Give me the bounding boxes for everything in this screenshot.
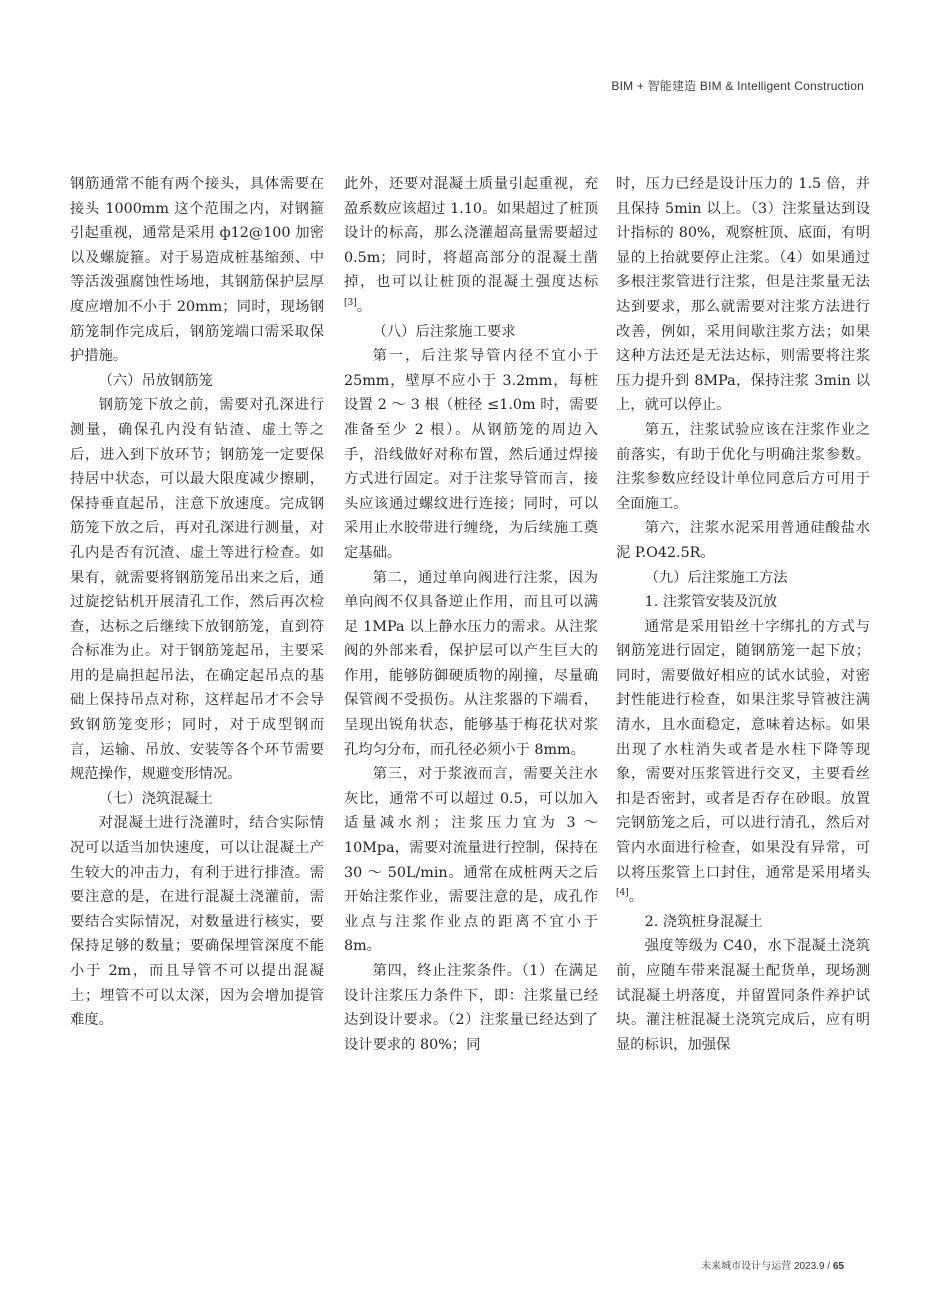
paragraph-text: 对混凝土进行浇灌时，结合实际情况可以适当加快速度，可以让混凝土产生较大的冲击力，有利于进行排渣。需要注意的是，在进行混凝土浇灌前，需要结合实际情况，对数量进行核实，要保持足够的数量；要确保埋管深度不能小于 2m，而且导管不可以提出混凝土；埋管不可以太深，因为会增加提管难度。 xyxy=(70,815,324,1029)
paragraph xyxy=(616,934,870,1057)
paragraph-text: 此外，还要对混凝土质量引起重视，充盈系数应该超过 1.10。如果超过了桩顶设计的标高，那么浇灌超高量需要超过 0.5m；同时，将超高部分的混凝土凿掉，也可以让桩顶的混凝土强度达标 xyxy=(344,176,598,291)
page-footer xyxy=(701,1257,844,1272)
paragraph xyxy=(344,172,598,320)
section-heading xyxy=(616,910,870,935)
paragraph-text: 钢筋通常不能有两个接头，具体需要在接头 1000mm 这个范围之内，对钢箍引起重视，通常是采用 ф12@100 加密以及螺旋箍。对于易造成桩基缩颈、中等活泼强腐蚀性场地，其钢筋保护层厚度应增加不小于 20mm；同时，现场钢筋笼制作完成后，钢筋笼端口需采取保护措施。 xyxy=(70,176,324,365)
paragraph-text: 第二，通过单向阀进行注浆，因为单向阀不仅具备逆止作用，而且可以满足 1MPa 以上静水压力的需求。从注浆阀的外部来看，保护层可以产生巨大的作用，能够防御硬质物的剐撞，尽量确保管阀不受损伤。从注浆器的下端看，呈现出锐角状态，能够基于梅花状对浆孔均匀分布，而孔径必须小于 8mm。 xyxy=(344,569,598,758)
column-2 xyxy=(344,172,598,1057)
paragraph xyxy=(70,172,324,369)
page-number: 65 xyxy=(832,1261,844,1272)
paragraph xyxy=(70,811,324,1032)
section-heading xyxy=(70,787,324,812)
section-heading xyxy=(616,590,870,615)
issue-label: 2023.9 / xyxy=(793,1261,831,1272)
citation-ref: [3] xyxy=(344,298,357,309)
paragraph-text: 1. 注浆管安装及沉放 xyxy=(644,594,778,611)
journal-name: 未来城市设计与运营 xyxy=(701,1261,792,1272)
paragraph-tail: 。 xyxy=(356,298,372,315)
paragraph-text: 第一，后注浆导管内径不宜小于 25mm，壁厚不应小于 3.2mm，每桩设置 2 ～ 3 根（桩径 ≤1.0m 时，需要准备至少 2 根）。从钢筋笼的周边入手，沿线做好对称布置，然后通过焊接方式进行固定。对于注浆导管而言，接头应该通过螺纹进行连接；同时，可以采用止水胶带进行缠绕，为后续施工奠定基础。 xyxy=(344,348,598,561)
paragraph xyxy=(616,615,870,910)
paragraph xyxy=(344,762,598,959)
paragraph-text: 强度等级为 C40，水下混凝土浇筑前，应随车带来混凝土配货单，现场测试混凝土坍落度，并留置同条件养护试块。灌注桩混凝土浇筑完成后，应有明显的标识，加强保 xyxy=(616,938,870,1053)
paragraph-text: 钢筋笼下放之前，需要对孔深进行测量，确保孔内没有钻渣、虚土等之后，进入到下放环节；钢筋笼一定要保持居中状态，可以最大限度减少擦刷，保持垂直起吊，注意下放速度。完成钢筋笼下放之后，再对孔深进行测量，对孔内是否有沉渣、虚土等进行检查。如果有，就需要将钢筋笼吊出来之后，通过旋挖钻机开展清孔工作，然后再次检查，达标之后继续下放钢筋笼，直到符合标准为止。对于钢筋笼起吊，主要采用的是扁担起吊法，在确定起吊点的基础上保持吊点对称，这样起吊才不会导致钢筋笼变形；同时，对于成型钢而言，运输、吊放、安装等各个环节需要规范操作，规避变形情况。 xyxy=(70,397,324,783)
paragraph-text: （六）吊放钢筋笼 xyxy=(98,372,213,389)
paragraph-text: 2. 浇筑桩身混凝土 xyxy=(644,913,763,930)
paragraph xyxy=(344,959,598,1057)
paragraph xyxy=(616,418,870,516)
running-header: BIM + 智能建造 BIM & Intelligent Construction xyxy=(611,79,864,93)
column-3 xyxy=(616,172,870,1057)
paragraph-text: 通常是采用铅丝十字绑扎的方式与钢筋笼进行固定，随钢筋笼一起下放；同时，需要做好相应的试水试验，对密封性能进行检查，如果注浆导管被注满清水，且水面稳定，意味着达标。如果出现了水柱消失或者是水柱下降等现象，需要对压浆管进行交叉，主要看丝扣是否密封，或者是否存在砂眼。放置完钢筋笼之后，可以进行清孔，然后对管内水面进行检查，如果没有异常，可以将压浆管上口封住，通常是采用堵头 xyxy=(616,618,870,881)
section-heading xyxy=(344,320,598,345)
paragraph-text: 第六，注浆水泥采用普通硅酸盐水泥 P.O42.5R。 xyxy=(616,520,870,561)
citation-ref: [4] xyxy=(616,888,629,899)
section-heading xyxy=(70,369,324,394)
paragraph-text: 时，压力已经是设计压力的 1.5 倍，并且保持 5min 以上。（3）注浆量达到设计指标的 80%，观察桩顶、底面，有明显的上抬就要停止注浆。（4）如果通过多根注浆管进行注浆，但是注浆量无法达到要求，那么就需要对注浆方法进行改善，例如，采用间歇注浆方法；如果这种方法还是无法达标，则需要将注浆压力提升到 8MPa，保持注浆 3min 以上，就可以停止。 xyxy=(616,176,870,414)
paragraph xyxy=(70,393,324,787)
paragraph-text: （七）浇筑混凝土 xyxy=(98,790,213,807)
paragraph xyxy=(616,172,870,418)
section-heading xyxy=(616,566,870,591)
paragraph-text: 第四，终止注浆条件。（1）在满足设计注浆压力条件下，即：注浆量已经达到设计要求。（2）注浆量已经达到了设计要求的 80%；同 xyxy=(344,963,598,1053)
paragraph xyxy=(344,344,598,565)
paragraph-text: 第三，对于浆液而言，需要关注水灰比，通常不可以超过 0.5，可以加入适量减水剂；注浆压力宜为 3 ～ 10Mpa，需要对流量进行控制，保持在 30 ～ 50L/min。通常在成桩两天之后开始注浆作业，需要注意的是，成孔作业点与注浆作业点的距离不宜小于 8m。 xyxy=(344,766,598,955)
paragraph-text: （八）后注浆施工要求 xyxy=(372,323,516,340)
paragraph xyxy=(616,516,870,565)
paragraph-tail: 。 xyxy=(628,889,644,906)
paragraph-text: 第五，注浆试验应该在注浆作业之前落实，有助于优化与明确注浆参数。注浆参数应经设计单位同意后方可用于全面施工。 xyxy=(616,421,870,512)
column-1 xyxy=(70,172,324,1033)
paragraph-text: （九）后注浆施工方法 xyxy=(644,569,788,586)
paragraph xyxy=(344,566,598,763)
